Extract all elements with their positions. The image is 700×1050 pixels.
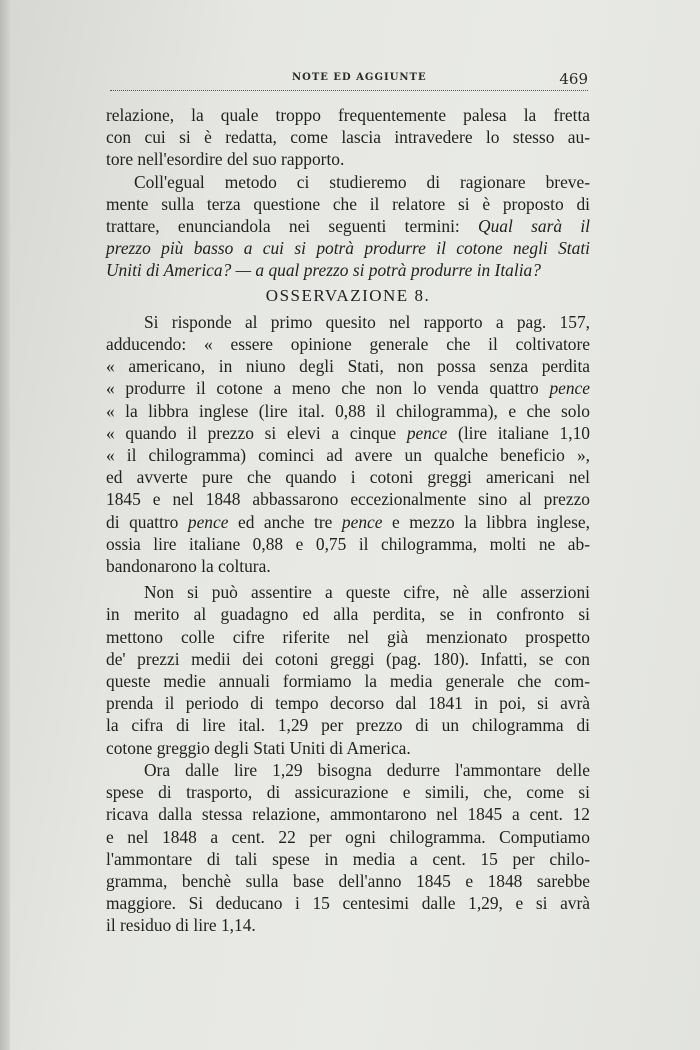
text-span: « quando il prezzo si elevi a cinque [106, 422, 407, 443]
text-line: ed avverte pure che quando i cotoni greggi americani nel [106, 467, 590, 488]
section-title: OSSERVAZIONE 8. [265, 285, 431, 305]
text-line: « il chilogramma) cominci ad avere un qualche beneficio », [106, 445, 590, 466]
text-line: e nel 1848 a cent. 22 per ogni chilogramma. Computiamo [106, 826, 590, 847]
text-line: mettono colle cifre riferite nel già menzionato prospetto [106, 626, 590, 647]
text-line: bandonarono la coltura. [106, 556, 271, 577]
text-span: « produrre il cotone a meno che non lo venda quattro [106, 378, 550, 399]
paragraph-2 [106, 171, 590, 282]
text-line: « la libbra inglese (lire ital. 0,88 il chilogramma), e che solo [106, 400, 590, 421]
text-line: queste medie annuali formiamo la media generale che com- [106, 671, 590, 692]
text-line: in merito al guadagno ed alla perdita, se in confronto si [106, 604, 590, 625]
running-head: NOTE ED AGGIUNTE [292, 72, 427, 83]
italic-span: Qual sarà il [478, 216, 590, 237]
text-line: maggiore. Si deducano i 15 centesimi dalle 1,29, e si avrà [106, 893, 590, 914]
header-rule [110, 90, 588, 91]
italic-span: prezzo più basso a cui si potrà produrre il cotone negli Stati [106, 238, 590, 259]
text-span: (lire italiane 1,10 [447, 422, 590, 443]
text-line: adducendo: « essere opinione generale che il coltivatore [106, 334, 590, 355]
text-line: la cifra di lire ital. 1,29 per prezzo di un chilogramma di [106, 715, 590, 736]
text-line [106, 237, 590, 259]
text-line: 1845 e nel 1848 abbassarono eccezionalmente sino al prezzo [106, 489, 590, 510]
text-line: il residuo di lire 1,14. [106, 915, 256, 936]
text-line: ricava dalla stessa relazione, ammontarono nel 1845 a cent. 12 [106, 804, 590, 825]
text-line: Coll'egual metodo ci studieremo di ragionare breve- [134, 171, 590, 192]
text-line: relazione, la quale troppo frequentemente palesa la fretta [106, 105, 590, 125]
text-span: ed anche tre [228, 511, 342, 532]
text-line: ossia lire italiane 0,88 e 0,75 il chilogramma, molti ne ab- [106, 533, 590, 554]
paragraph-5 [106, 759, 590, 937]
body-text [106, 104, 590, 937]
text-line: l'ammontare di tali spese in media a cent. 15 per chilo- [106, 848, 590, 869]
text-span: trattare, enunciandola nei seguenti termini: [106, 216, 479, 237]
paragraph-1 [106, 104, 590, 171]
italic-span: pence [549, 378, 590, 399]
text-line [106, 422, 590, 444]
text-line: « americano, in niuno degli Stati, non possa senza perdita [106, 356, 590, 377]
text-line: de' prezzi medii dei cotoni greggi (pag. 180). Infatti, se con [106, 648, 590, 669]
text-line: Si risponde al primo quesito nel rapporto a pag. 157, [144, 311, 590, 332]
text-line: gramma, benchè sulla base dell'anno 1845 e 1848 sarebbe [106, 870, 590, 891]
italic-span: pence [406, 422, 448, 443]
paragraph-4 [106, 581, 590, 759]
text-line: prenda il periodo di tempo decorso dal 1841 in poi, si avrà [106, 693, 590, 714]
text-line: cotone greggio degli Stati Uniti di America. [106, 737, 411, 758]
page-edge-shadow [0, 0, 10, 1050]
text-line [106, 259, 590, 281]
text-line: spese di trasporto, di assicurazione e simili, che, come si [106, 782, 590, 803]
italic-span: pence [341, 511, 383, 532]
text-span: di quattro [106, 511, 188, 532]
text-line: tore nell'esordire del suo rapporto. [106, 149, 345, 170]
text-line: con cui si è redatta, come lascia intravedere lo stesso au- [106, 127, 590, 148]
text-line: Ora dalle lire 1,29 bisogna dedurre l'ammontare delle [144, 759, 590, 780]
paragraph-3 [106, 311, 590, 577]
page-header [110, 68, 588, 100]
text-line [106, 511, 590, 533]
italic-span: Uniti di America? — a qual prezzo si potrà produrre in Italia? [106, 260, 541, 281]
text-line: Non si può assentire a queste cifre, nè alle asserzioni [144, 582, 590, 603]
text-line [106, 377, 590, 399]
page-number: 469 [559, 70, 588, 88]
text-line: mente sulla terza questione che il relatore si è proposto di [106, 193, 590, 214]
italic-span: pence [187, 511, 229, 532]
text-line [106, 215, 590, 237]
text-span: e mezzo la libbra inglese, [382, 511, 590, 532]
